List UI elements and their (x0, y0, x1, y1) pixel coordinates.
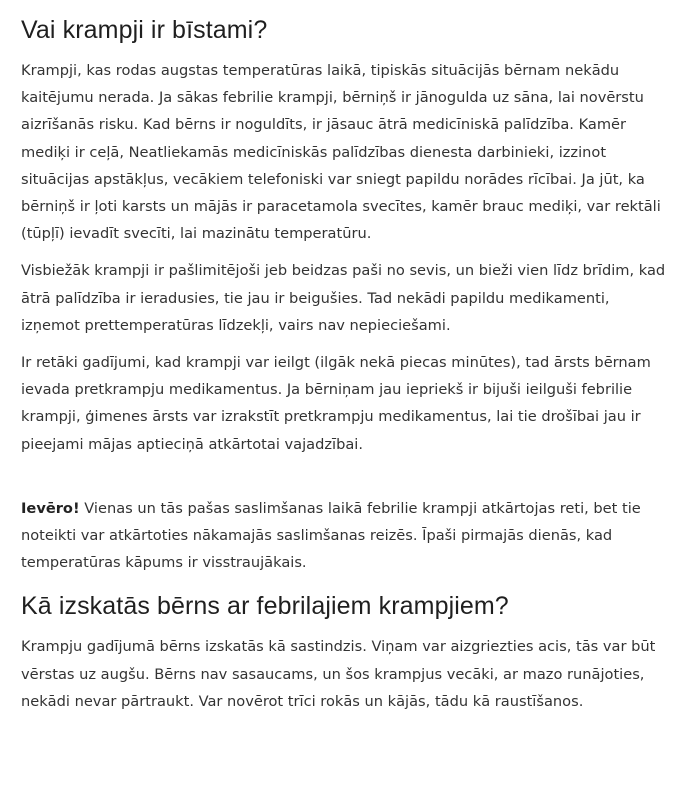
paragraph: Visbiežāk krampji ir pašlimitējoši jeb beidzas paši no sevis, un bieži vien līdz brīdim, kad ātrā palīdzība ir ieradusies, tie jau ir beigušies. Tad nekādi papildu medikamenti, izņemot prettemperatūras līdzekļi, vairs nav nepieciešami. (21, 262, 666, 334)
note-paragraph (21, 495, 671, 577)
note-label: Ievēro! (21, 499, 80, 517)
section-heading-appearance: Kā izskatās bērns ar febrilajiem krampjiem? (21, 592, 509, 621)
section-heading-dangers: Vai krampji ir bīstami? (21, 16, 268, 44)
paragraph: Ir retāki gadījumi, kad krampji var ieilgt (ilgāk nekā piecas minūtes), tad ārsts bērnam ievada pretkrampju medikamentus. Ja bērniņam jau iepriekš ir bijuši ieilguši febrilie krampji, ģimenes ārsts var izrakstīt pretkrampju medikamentus, lai tie drošībai jau ir pieejami mājas aptieciņā atkārtotai vajadzībai. (21, 354, 651, 453)
paragraph: Krampji, kas rodas augstas temperatūras laikā, tipiskās situācijās bērnam nekādu kaitējumu nerada. Ja sākas febrilie krampji, bērniņš ir jānogulda uz sāna, lai novērstu aizrīšanās risku. Kad bērns ir noguldīts, ir jāsauc ātrā medicīniskā palīdzība. Kamēr mediķi ir ceļā, Neatliekamās medicīniskās palīdzības dienesta darbinieki, izzinot situācijas apstākļus, vecākiem telefoniski var sniegt papildu norādes rīcībai. Ja jūt, ka bērniņš ir ļoti karsts un mājās ir paracetamola svecītes, kamēr brauc mediķi, var rektāli (tūpļī) ievadīt svecīti, lai mazinātu temperatūru. (21, 62, 661, 243)
article-content (21, 14, 671, 725)
paragraph: Krampju gadījumā bērns izskatās kā sastindzis. Viņam var aizgriezties acis, tās var būt vērstas uz augšu. Bērns nav sasaucams, un šos krampjus vecāki, ar mazo runājoties, nekādi nevar pārtraukt. Var novērot trīci rokās un kājās, tādu kā raustīšanos. (21, 638, 656, 710)
note-text: Vienas un tās pašas saslimšanas laikā febrilie krampji atkārtojas reti, bet tie noteikti var atkārtoties nākamajās saslimšanas reizēs. Īpaši pirmajās dienās, kad temperatūras kāpums ir visstraujākais. (21, 499, 641, 572)
